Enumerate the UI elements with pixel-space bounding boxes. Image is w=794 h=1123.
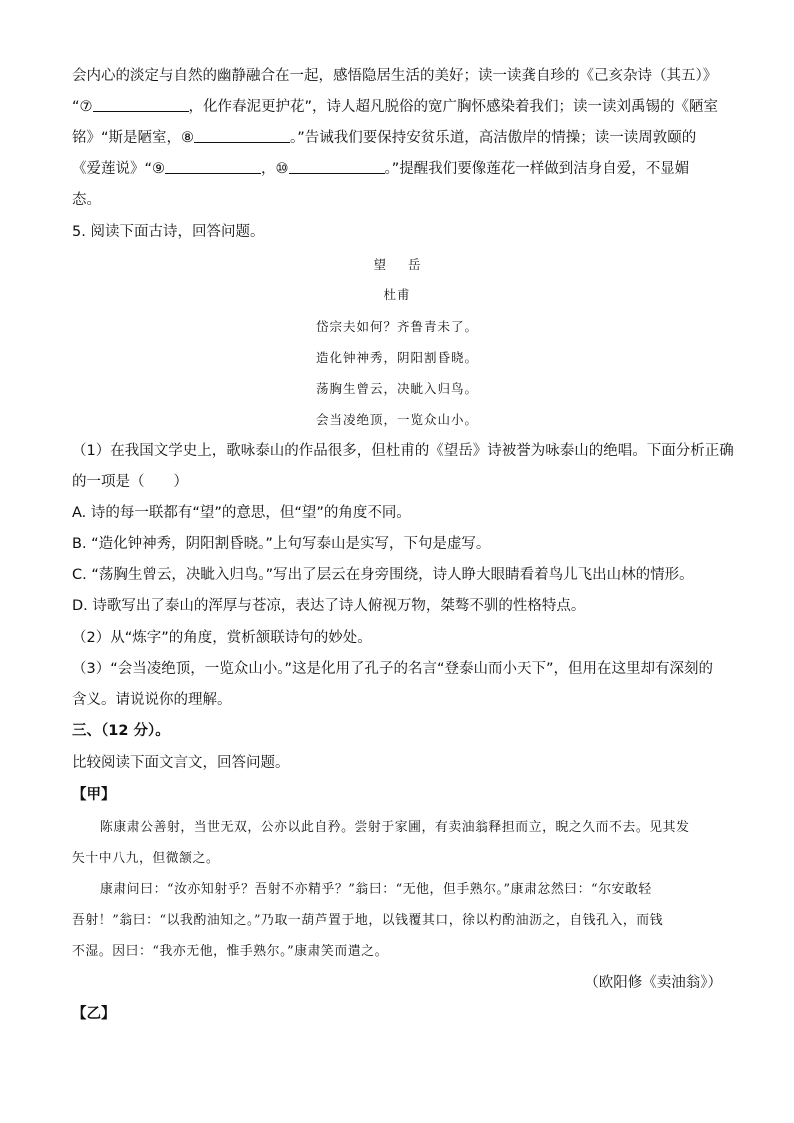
poem-line: 造化钟神秀，阴阳割昏晓。 [315,350,478,365]
text-segment: 。”提醒我们要像莲花一样做到洁身自爱，不显媚 [384,161,690,177]
question-prompt: 5. 阅读下面古诗，回答问题。 [72,224,265,240]
fill-blank-line [72,97,722,117]
passage-source: （欧阳修《卖油翁》） [584,975,722,991]
sub-question: （1）在我国文学史上，歌咏泰山的作品很多，但杜甫的《望岳》诗被誉为咏泰山的绝唱。下面分析正确 [72,443,734,459]
blank-7[interactable] [93,97,189,112]
blank-10[interactable] [289,159,385,174]
text-segment: 。”告诫我们要保持安贫乐道，高洁傲岸的情操；读一读周敦颐的 [290,130,697,146]
option-c: C. “荡胸生曾云，决眦入归鸟。”写出了层云在身旁围绕，诗人睁大眼睛看着鸟儿飞出山林的情形。 [72,567,694,583]
poem-line: 会当凌绝顶，一览众山小。 [315,412,478,427]
blank-9[interactable] [165,159,261,174]
poem-line: 岱宗夫如何？齐鲁青未了。 [315,319,478,334]
text-segment: ，⑩ [261,161,289,177]
option-a: A. 诗的每一联都有“望”的意思，但“望”的角度不同。 [72,505,411,521]
fill-blank-line [72,159,722,179]
passage-line: 陈康肃公善射，当世无双，公亦以此自矜。尝射于家圃，有卖油翁释担而立，睨之久而不去。见其发 [100,820,690,835]
section-heading: 三、（12 分）。 [72,723,170,739]
sub-question: 的一项是（ ） [72,474,188,490]
text-segment: 《爱莲说》“⑨ [72,161,166,177]
instruction: 比较阅读下面文言文，回答问题。 [72,755,290,771]
text-segment: ，化作春泥更护花”，诗人超凡脱俗的宽广胸怀感染着我们；读一读刘禹锡的《陋室 [188,99,719,115]
passage-line: 吾射！”翁曰：“以我酌油知之。”乃取一葫芦置于地，以钱覆其口，徐以杓酌油沥之，自钱孔入，而钱 [72,913,664,928]
poem-title: 望岳 [373,257,443,272]
option-d: D. 诗歌写出了泰山的浑厚与苍凉，表达了诗人俯视万物，桀骜不驯的性格特点。 [72,598,586,614]
blank-8[interactable] [194,128,290,143]
text-segment: 铭》“斯是陋室，⑧ [72,130,195,146]
passage-line: 康肃问曰：“汝亦知射乎？吾射不亦精乎？”翁曰：“无他，但手熟尔。”康肃忿然曰：“尔安敢轻 [100,882,652,897]
poem-line: 荡胸生曾云，决眦入归鸟。 [315,381,478,396]
option-b: B. “造化钟神秀，阴阳割昏晓。”上句写泰山是实写，下句是虚写。 [72,536,491,552]
sub-question: （3）“会当凌绝顶，一览众山小。”这是化用了孔子的名言“登泰山而小天下”，但用在这里却有深刻的 [72,661,714,677]
passage-line: 矢十中八九，但微颔之。 [72,851,220,866]
text-line: 态。 [72,192,101,208]
sub-question: （2）从“炼字”的角度，赏析颔联诗句的妙处。 [72,630,372,646]
passage-label-jia: 【甲】 [72,787,116,803]
poem-author: 杜甫 [383,287,411,302]
passage-line: 不湿。因曰：“我亦无他，惟手熟尔。”康肃笑而遣之。 [72,944,389,959]
text-segment: “⑦ [72,99,93,115]
passage-label-yi: 【乙】 [72,1006,116,1022]
fill-blank-line [72,128,722,148]
sub-question: 含义。请说说你的理解。 [72,692,232,708]
text-line: 会内心的淡定与自然的幽静融合在一起，感悟隐居生活的美好；读一读龚自珍的《己亥杂诗（其五）》 [72,68,718,84]
